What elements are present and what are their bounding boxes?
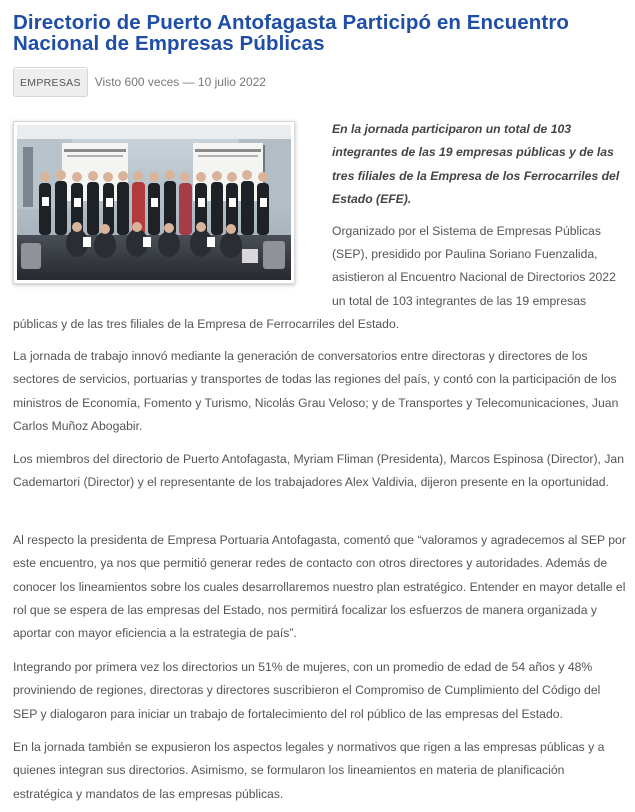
article-photo[interactable]	[13, 121, 295, 284]
article-paragraph-4: Al respecto la presidenta de Empresa Portuaria Antofagasta, comentó que “valoramos y agradecemos al SEP por este encuentro, ya nos que permitió generar redes de contacto con otros directores y autoridades. Además de conocer los lineamientos sobre los cuales desarrollaremos nuestro plan estratégico. Entender en mayor detalle el rol que se espera de las empresas del Estado, nos permitirá focalizar los esfuerzos de manera organizada y aportar con mayor eficiencia a la estrategia de país”.	[13, 533, 626, 641]
article-title: Directorio de Puerto Antofagasta Participó en Encuentro Nacional de Empresas Públicas	[13, 11, 570, 55]
group-photo-image	[17, 125, 291, 280]
article-paragraph-2: La jornada de trabajo innovó mediante la generación de conversatorios entre directoras y directores de los sectores de servicios, portuarias y transportes de todas las regiones del país, y contó con la participación de los ministros de Economía, Fomento y Turismo, Nicolás Grau Veloso; y de Transportes y Telecomunicaciones, Juan Carlos Muñoz Abogabir.	[13, 349, 619, 433]
article-views-date: Visto 600 veces — 10 julio 2022	[94, 75, 266, 89]
article-paragraph-3: Los miembros del directorio de Puerto Antofagasta, Myriam Fliman (Presidenta), Marcos Espinosa (Director), Jan Cademartori (Director) y el representante de los trabajadores Alex Valdivia, dijeron presente en la oportunidad.	[13, 452, 624, 490]
article-paragraph-1-part-2: públicas y de las tres filiales de la Empresa de Ferrocarriles del Estado.	[13, 317, 400, 331]
article-paragraph-5: Integrando por primera vez los directorios un 51% de mujeres, con un promedio de edad de 54 años y 48% proviniendo de regiones, directoras y directores suscribieron el Compromiso de Cumplimiento del Código del SEP y dialogaron para iniciar un trabajo de fortalecimiento del rol público de las empresas del Estado.	[13, 660, 601, 721]
category-tag[interactable]: EMPRESAS	[13, 67, 88, 97]
article-meta	[13, 67, 266, 97]
article-paragraph-6: En la jornada también se expusieron los aspectos legales y normativos que rigen a las empresas públicas y a quienes integran sus directorios. Asimismo, se formularon los lineamientos en materia de planificación estratégica y mandatos de las empresas públicas.	[13, 740, 605, 801]
article-paragraph-1-part-1: Organizado por el Sistema de Empresas Públicas (SEP), presidido por Paulina Soriano Fuenzalida, asistieron al Encuentro Nacional de Directorios 2022 un total de 103 integrantes de las 19 empresas	[332, 224, 616, 308]
article-lead: En la jornada participaron un total de 103 integrantes de las 19 empresas públicas y de las tres filiales de la Empresa de los Ferrocarriles del Estado (EFE).	[332, 122, 620, 207]
article	[13, 0, 627, 801]
